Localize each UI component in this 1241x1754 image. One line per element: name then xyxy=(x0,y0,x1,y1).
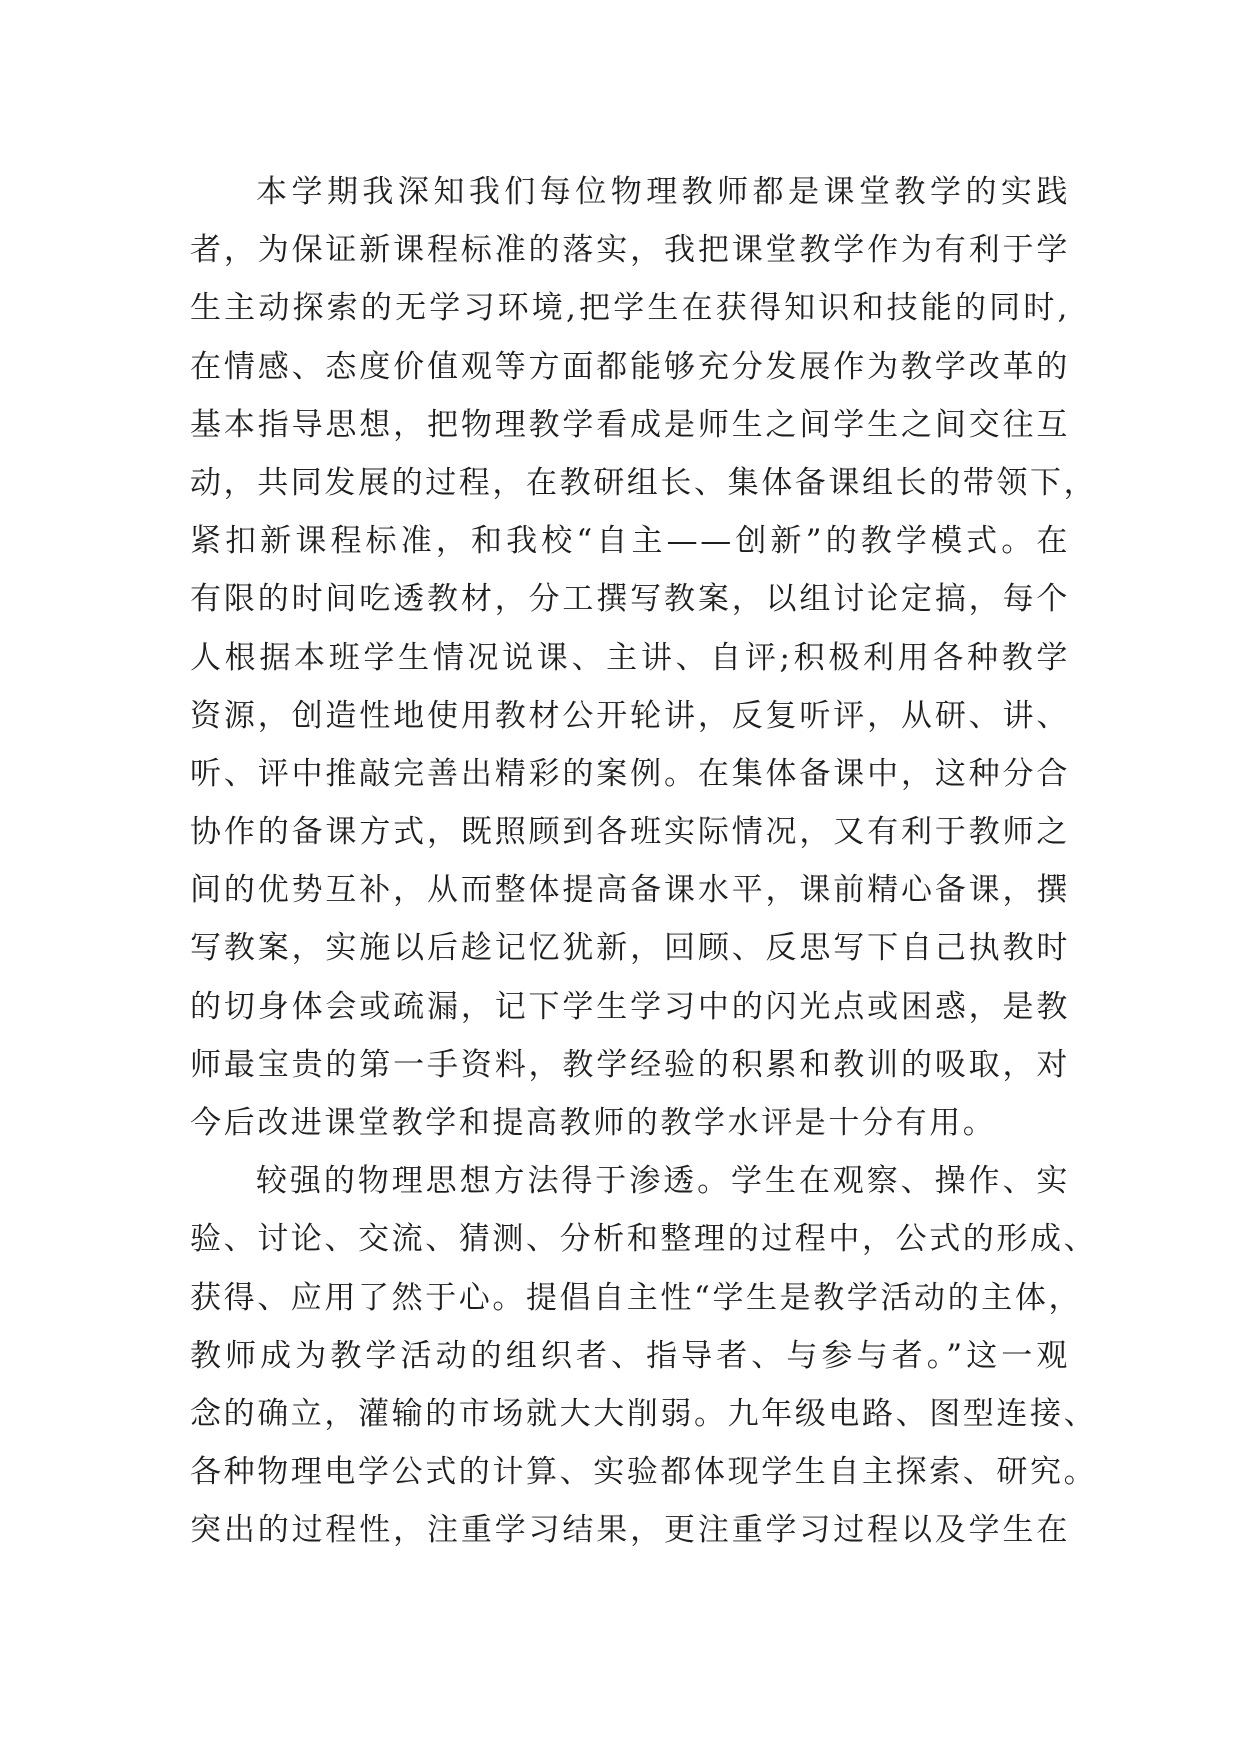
text-line: 念的确立，灌输的市场就大大削弱。九年级电路、图型连接、 xyxy=(190,1395,1098,1432)
text-line: 师最宝贵的第一手资料，教学经验的积累和教训的吸取，对 xyxy=(190,1046,1070,1083)
text-line: 动，共同发展的过程，在教研组长、集体备课组长的带领下， xyxy=(190,464,1098,501)
text-line: 生主动探索的无学习环境,把学生在获得知识和技能的同时, xyxy=(190,290,1070,327)
text-line: 今后改进课堂教学和提高教师的教学水评是十分有用。 xyxy=(190,1105,997,1141)
text-line: 本学期我深知我们每位物理教师都是课堂教学的实践 xyxy=(256,174,1070,210)
text-line: 紧扣新课程标准，和我校“自主——创新”的教学模式。在 xyxy=(190,523,1070,560)
text-line: 人根据本班学生情况说课、主讲、自评;积极利用各种教学 xyxy=(190,639,1070,676)
text-line: 间的优势互补，从而整体提高备课水平，课前精心备课，撰 xyxy=(190,872,1070,909)
paragraph-2 xyxy=(190,1152,1098,1559)
document-body xyxy=(190,163,1098,1560)
text-line: 的切身体会或疏漏，记下学生学习中的闪光点或困惑，是教 xyxy=(190,988,1070,1025)
text-line: 协作的备课方式，既照顾到各班实际情况，又有利于教师之 xyxy=(190,814,1070,851)
text-line: 突出的过程性，注重学习结果，更注重学习过程以及学生在 xyxy=(190,1512,1070,1549)
text-line: 者，为保证新课程标准的落实，我把课堂教学作为有利于学 xyxy=(190,232,1070,269)
text-line: 教师成为教学活动的组织者、指导者、与参与者。”这一观 xyxy=(190,1337,1070,1374)
text-line: 听、评中推敲完善出精彩的案例。在集体备课中，这种分合 xyxy=(190,755,1070,792)
text-line: 有限的时间吃透教材，分工撰写教案，以组讨论定搞，每个 xyxy=(190,581,1070,618)
text-line: 较强的物理思想方法得于渗透。学生在观察、操作、实 xyxy=(256,1163,1070,1200)
text-line: 验、讨论、交流、猜测、分析和整理的过程中，公式的形成、 xyxy=(190,1221,1098,1258)
text-line: 写教案，实施以后趁记忆犹新，回顾、反思写下自己执教时 xyxy=(190,930,1070,967)
text-line: 资源，创造性地使用教材公开轮讲，反复听评，从研、讲、 xyxy=(190,697,1070,734)
paragraph-1 xyxy=(190,163,1098,1152)
text-line: 获得、应用了然于心。提倡自主性“学生是教学活动的主体， xyxy=(190,1279,1083,1316)
text-line: 在情感、态度价值观等方面都能够充分发展作为教学改革的 xyxy=(190,348,1070,385)
text-line: 各种物理电学公式的计算、实验都体现学生自主探索、研究。 xyxy=(190,1454,1098,1491)
text-line: 基本指导思想，把物理教学看成是师生之间学生之间交往互 xyxy=(190,406,1070,443)
